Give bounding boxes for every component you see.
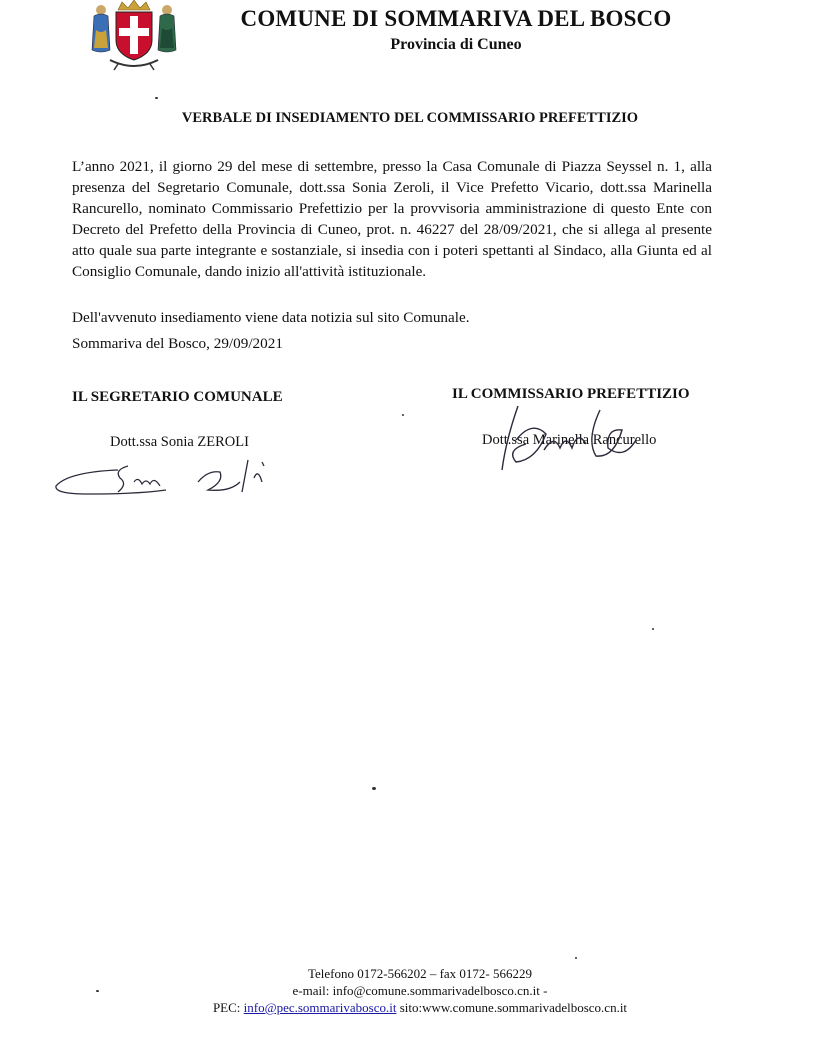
province-name: Provincia di Cuneo xyxy=(390,36,522,53)
scan-speck xyxy=(652,628,654,630)
scan-speck xyxy=(155,97,158,99)
secretary-signature-icon xyxy=(48,452,278,502)
place-date: Sommariva del Bosco, 29/09/2021 xyxy=(72,335,283,352)
pec-link[interactable]: info@pec.sommarivabosco.it xyxy=(243,1000,397,1015)
secretary-name: Dott.ssa Sonia ZEROLI xyxy=(110,434,249,450)
footer-email: e-mail: info@comune.sommarivadelbosco.cn.it - xyxy=(292,983,548,998)
secretary-role: IL SEGRETARIO COMUNALE xyxy=(72,389,283,405)
footer-contacts xyxy=(120,965,720,1016)
commissioner-signature-icon xyxy=(496,400,646,480)
scan-speck xyxy=(96,990,99,992)
municipality-name: COMUNE DI SOMMARIVA DEL BOSCO xyxy=(240,6,672,31)
document-title: VERBALE DI INSEDIAMENTO DEL COMMISSARIO PREFETTIZIO xyxy=(181,110,639,126)
scan-speck xyxy=(372,787,376,790)
commissioner-name: Dott.ssa Marinella Rancurello xyxy=(482,432,657,448)
notice-text: Dell'avvenuto insediamento viene data notizia sul sito Comunale. xyxy=(72,309,470,326)
body-paragraph: L’anno 2021, il giorno 29 del mese di settembre, presso la Casa Comunale di Piazza Seyssel n. 1, alla presenza del Segretario Comunale, dott.ssa Sonia Zeroli, il Vice Prefetto Vicario, dott.ssa Marinella Rancurello, nominato Commissario Prefettizio per la provvisoria amministrazione di questo Ente con Decreto del Prefetto della Provincia di Cuneo, prot. n. 46227 del 28/09/2021, che si allega al presente atto quale sua parte integrante e sostanziale, si insedia con i poteri spettanti al Sindaco, alla Giunta ed al Consiglio Comunale, dando inizio all'attività istituzionale. xyxy=(72,158,712,280)
footer-pec-line xyxy=(120,999,720,1016)
footer-phone: Telefono 0172-566202 – fax 0172- 566229 xyxy=(307,966,533,981)
site-address: sito:www.comune.sommarivadelbosco.cn.it xyxy=(399,1000,628,1015)
commissioner-role: IL COMMISSARIO PREFETTIZIO xyxy=(452,386,690,402)
scan-speck xyxy=(402,414,404,416)
municipal-coat-of-arms-icon xyxy=(88,0,180,72)
pec-label: PEC: xyxy=(212,1000,241,1015)
scan-speck xyxy=(575,957,577,959)
